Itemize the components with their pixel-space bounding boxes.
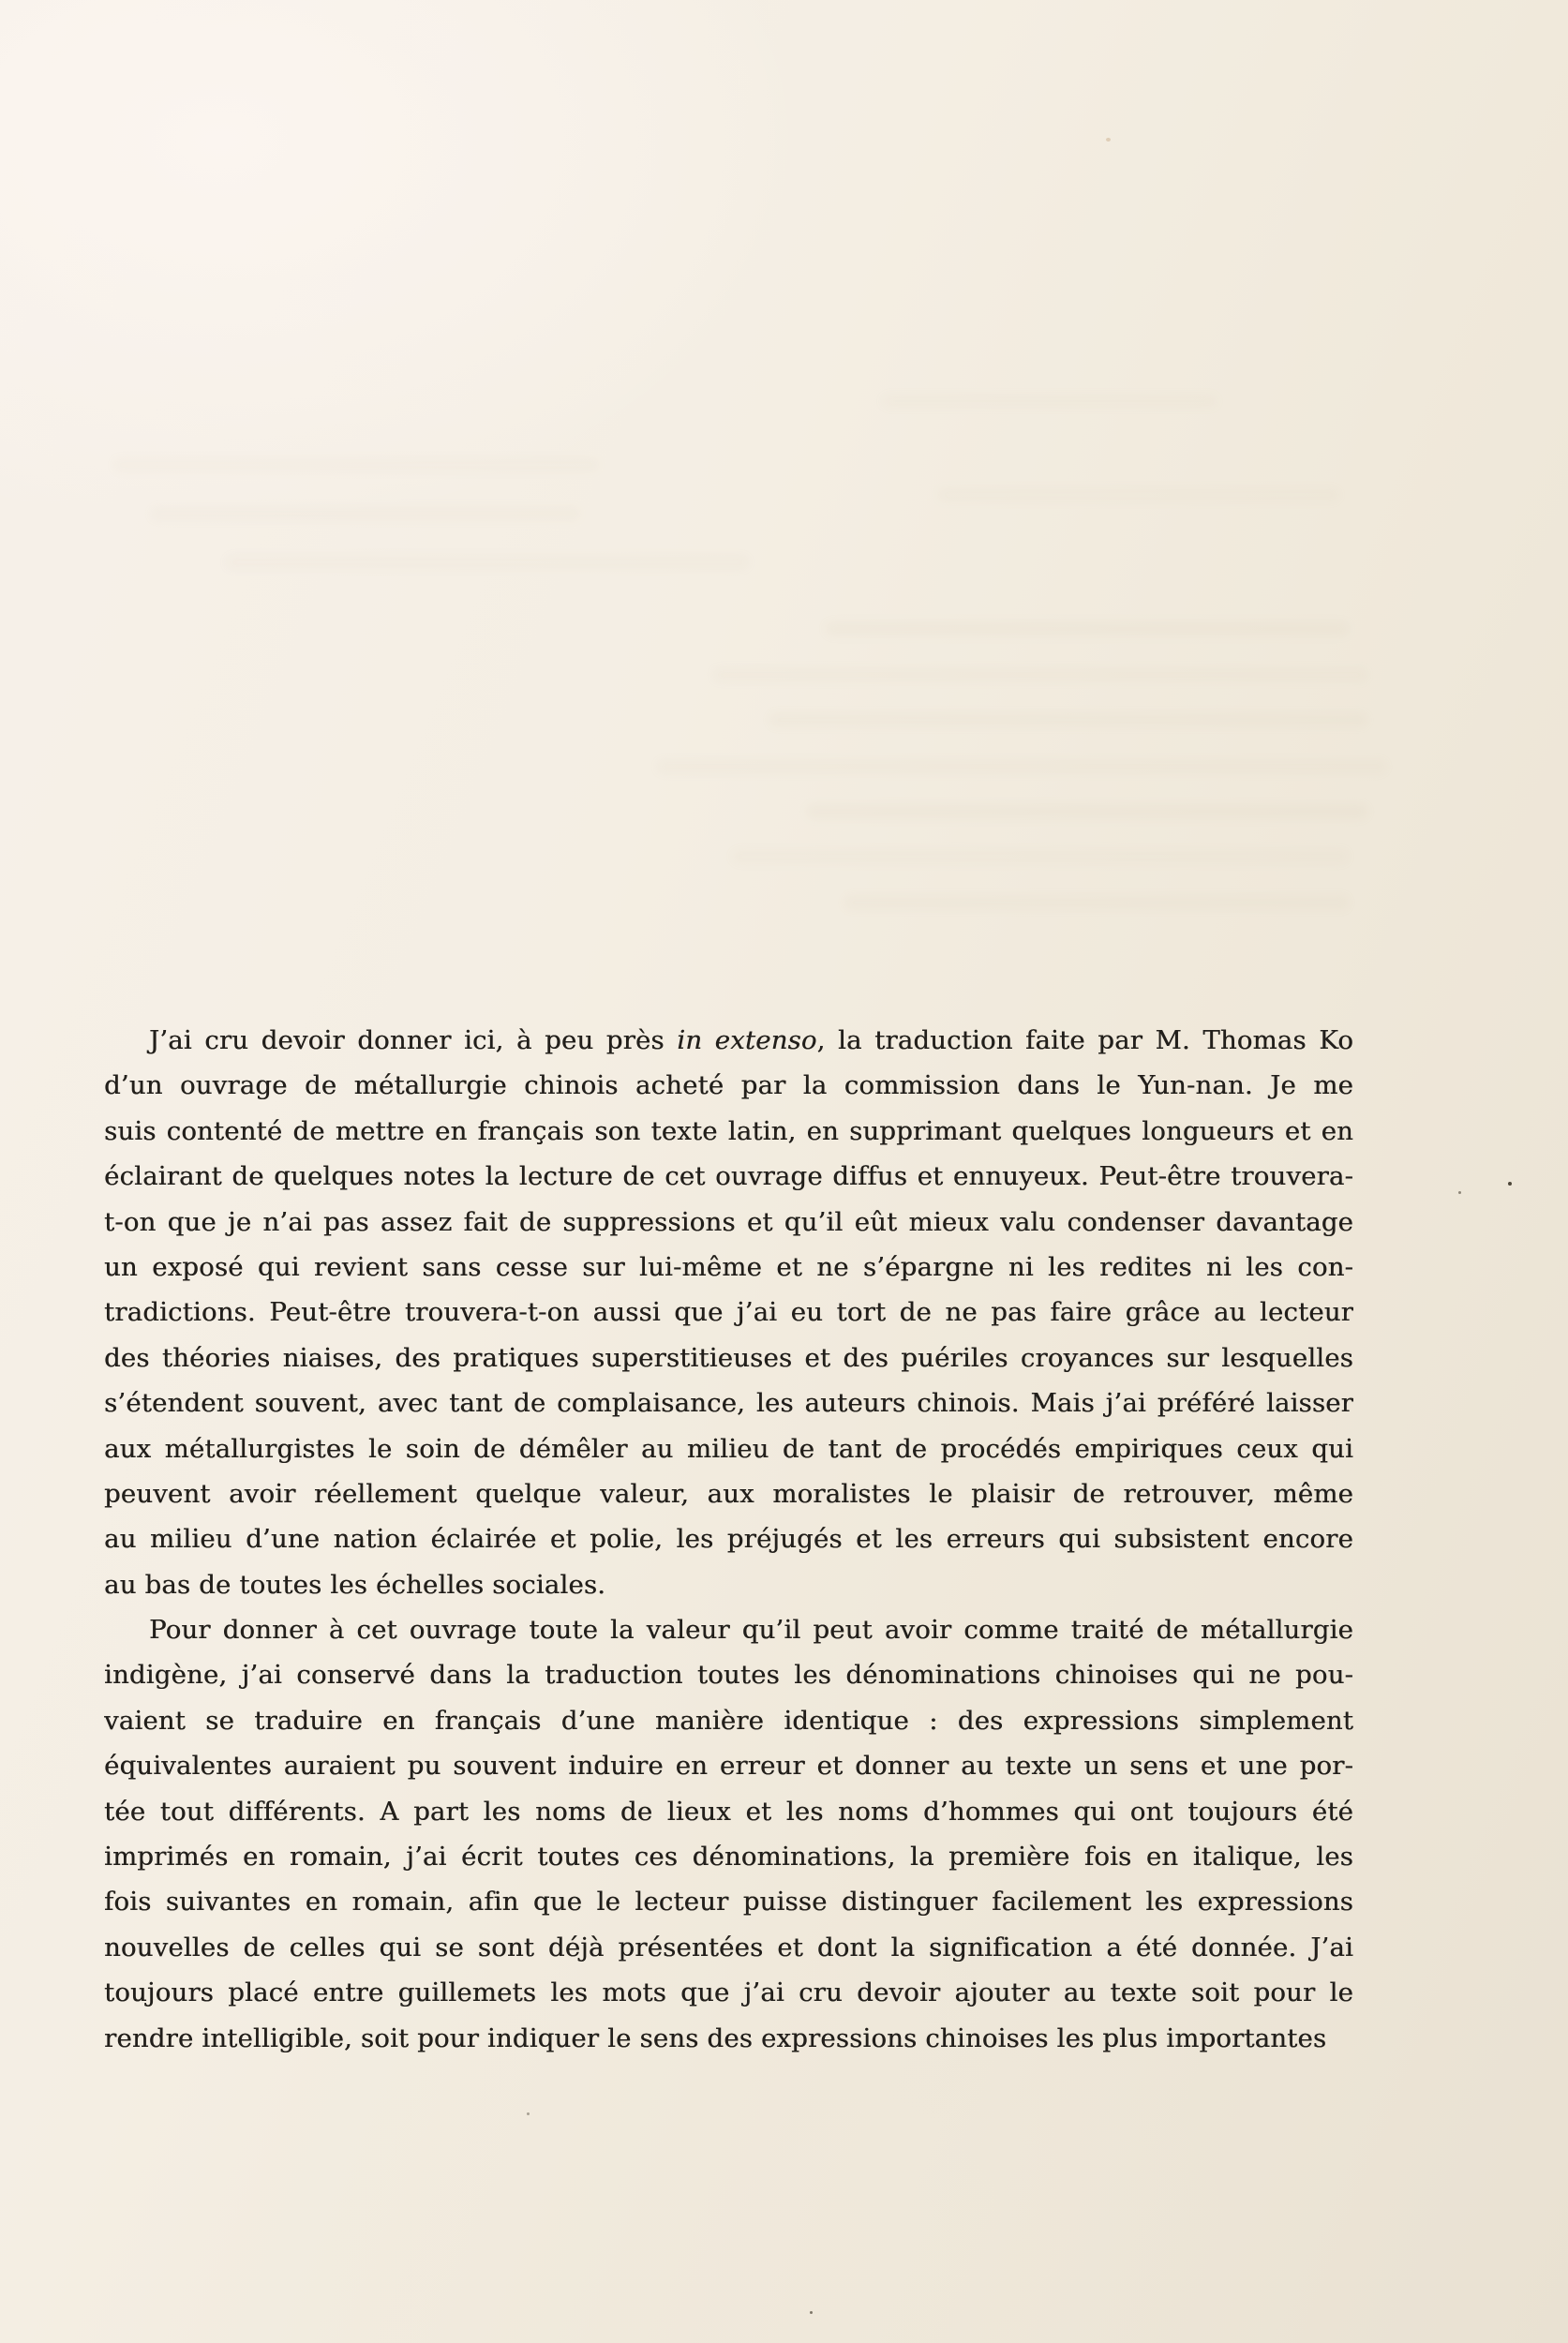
verso-bleed-through [712,667,1368,682]
text-line: d’un ouvrage de métallurgie chinois acheté par la commission dans le Yun-nan. Je me [104,1070,1353,1101]
text-line: imprimés en romain, j’ai écrit toutes ces dénominations, la première fois en italique, les [104,1842,1353,1873]
verso-bleed-through [656,759,1387,774]
text-line: équivalentes auraient pu souvent induire en erreur et donner au texte un sens et une por- [104,1751,1353,1782]
verso-bleed-through [825,621,1350,636]
italic-phrase: in extenso [677,1025,817,1055]
text-line: au milieu d’une nation éclairée et polie, les préjugés et les erreurs qui subsistent encore [104,1524,1353,1555]
text-line: s’étendent souvent, avec tant de complaisance, les auteurs chinois. Mais j’ai préféré laisser [104,1388,1353,1419]
text-line: rendre intelligible, soit pour indiquer le sens des expressions chinoises les plus importantes [104,2022,1327,2053]
paragraph [104,1607,1353,2061]
paragraph [104,1018,1353,1607]
text-line: J’ai cru devoir donner ici, à peu près in extenso, la traduction faite par M. Thomas Ko [149,1025,1353,1055]
text-line: peuvent avoir réellement quelque valeur, aux moralistes le plaisir de retrouver, même [104,1478,1353,1509]
verso-bleed-through [225,555,750,570]
paper-speck [810,2311,813,2314]
text-line: fois suivantes en romain, afin que le lecteur puisse distinguer facilement les expressions [104,1887,1353,1918]
verso-bleed-through [150,506,581,521]
text-line: un exposé qui revient sans cesse sur lui-même et ne s’épargne ni les redites ni les con- [104,1251,1353,1282]
text-line: t-on que je n’ai pas assez fait de suppressions et qu’il eût mieux valu condenser davantage [104,1206,1353,1237]
paper-speck [1508,1182,1512,1186]
text-line: éclairant de quelques notes la lecture de cet ouvrage diffus et ennuyeux. Peut-être trouvera- [104,1161,1353,1192]
text-line: tradictions. Peut-être trouvera-t-on aussi que j’ai eu tort de ne pas faire grâce au lecteur [104,1297,1353,1328]
text-line: suis contenté de mettre en français son texte latin, en supprimant quelques longueurs et en [104,1115,1353,1146]
verso-bleed-through [112,457,600,472]
paper-speck [1458,1191,1461,1194]
verso-bleed-through [769,712,1368,727]
text-line: toujours placé entre guillemets les mots que j’ai cru devoir ajouter au texte soit pour le [104,1977,1353,2008]
verso-bleed-through [937,487,1340,502]
text-line: Pour donner à cet ouvrage toute la valeur qu’il peut avoir comme traité de métallurgie [149,1615,1353,1646]
verso-bleed-through [844,895,1350,910]
verso-bleed-through [731,849,1350,864]
verso-bleed-through [881,394,1218,409]
text-line: tée tout différents. A part les noms de lieux et les noms d’hommes qui ont toujours été [104,1796,1353,1827]
text-block [104,1018,1353,2061]
verso-bleed-through [806,804,1368,819]
text-line: indigène, j’ai conservé dans la traduction toutes les dénominations chinoises qui ne pou- [104,1660,1353,1691]
text-line: vaient se traduire en français d’une manière identique : des expressions simplement [104,1705,1353,1736]
text-line: au bas de toutes les échelles sociales. [104,1569,606,1600]
text-line: des théories niaises, des pratiques superstitieuses et des puériles croyances sur lesquelles [104,1342,1353,1373]
paper-speck [527,2112,530,2115]
text-line: aux métallurgistes le soin de démêler au milieu de tant de procédés empiriques ceux qui [104,1433,1353,1464]
paper-speck [1106,138,1111,142]
text-line: nouvelles de celles qui se sont déjà présentées et dont la signification a été donnée. J’ai [104,1932,1353,1962]
